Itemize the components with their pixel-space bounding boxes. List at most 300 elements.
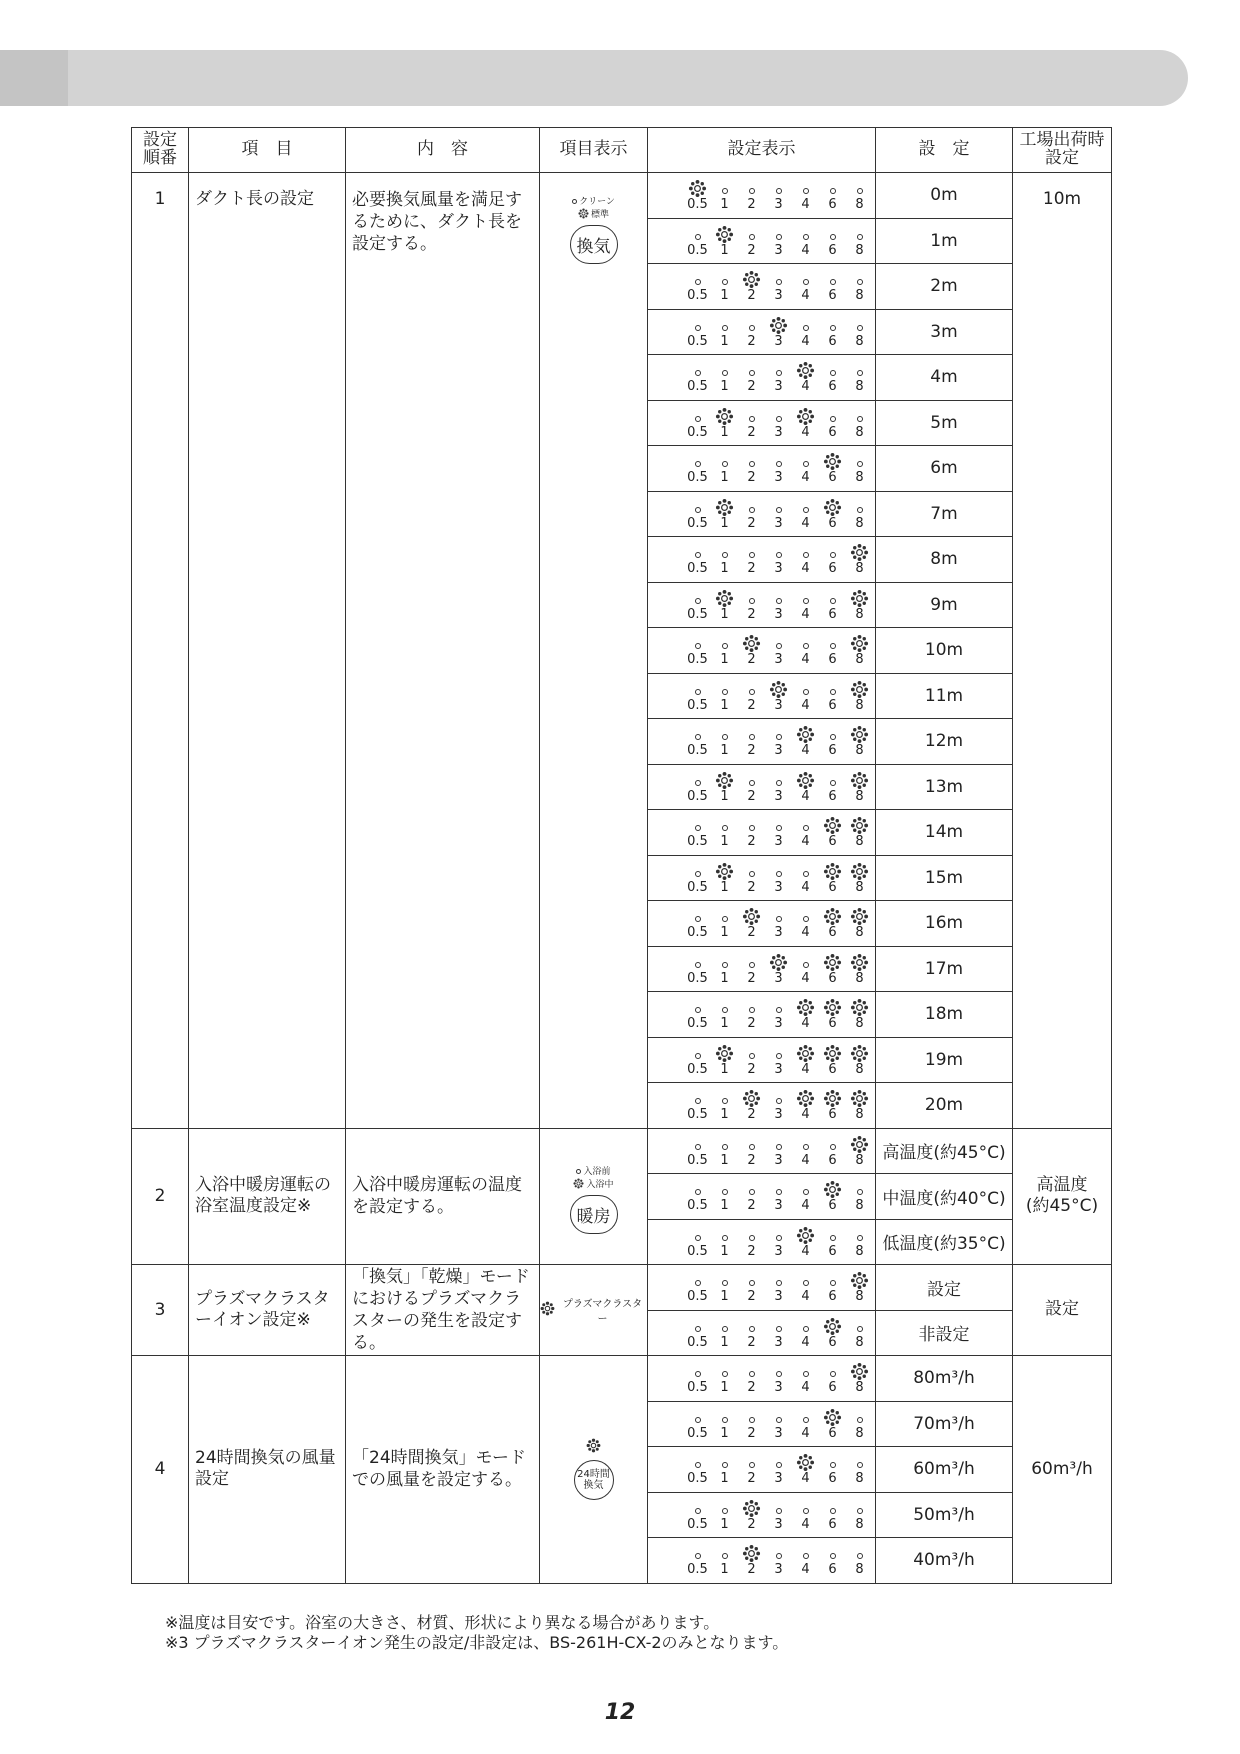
led-label: 6 xyxy=(828,652,837,668)
led-1 xyxy=(711,178,738,212)
led-label: 8 xyxy=(855,561,864,577)
led-off-icon xyxy=(684,1043,711,1063)
setting-value: 50m³/h xyxy=(876,1492,1013,1538)
led-off-icon xyxy=(765,770,792,790)
led-label: 1 xyxy=(720,879,729,895)
setting-display xyxy=(648,537,876,583)
led-label: 2 xyxy=(747,515,756,531)
led-5 xyxy=(819,906,846,940)
led-3 xyxy=(765,315,792,349)
led-label: 2 xyxy=(747,1516,756,1532)
led-off-icon xyxy=(711,815,738,835)
led-off-icon xyxy=(684,1316,711,1336)
led-0 xyxy=(684,1225,711,1259)
led-lit-icon xyxy=(765,315,792,335)
led-label: 6 xyxy=(828,697,837,713)
led-lit-icon xyxy=(846,906,873,926)
led-label: 3 xyxy=(774,1107,783,1123)
led-6 xyxy=(846,1043,873,1077)
led-2 xyxy=(738,1407,765,1441)
led-label: 2 xyxy=(747,970,756,986)
item-display-icon xyxy=(540,1265,648,1356)
led-label: 8 xyxy=(855,879,864,895)
setting-value: 9m xyxy=(876,582,1013,628)
led-lit-icon xyxy=(846,542,873,562)
led-6 xyxy=(846,588,873,622)
led-off-icon xyxy=(819,1543,846,1563)
indicator-lit-icon xyxy=(578,208,589,223)
led-0 xyxy=(684,1361,711,1395)
led-lit-icon xyxy=(792,1225,819,1245)
led-label: 0.5 xyxy=(687,1562,708,1578)
led-off-icon xyxy=(738,1043,765,1063)
led-label: 4 xyxy=(801,879,810,895)
led-off-icon xyxy=(684,588,711,608)
led-label: 6 xyxy=(828,925,837,941)
led-3 xyxy=(765,542,792,576)
setting-value: 19m xyxy=(876,1037,1013,1083)
led-label: 4 xyxy=(801,1016,810,1032)
led-0 xyxy=(684,679,711,713)
factory-setting: 設定 xyxy=(1013,1265,1112,1356)
led-2 xyxy=(738,542,765,576)
led-label: 4 xyxy=(801,288,810,304)
led-off-icon xyxy=(792,906,819,926)
led-lit-icon xyxy=(711,224,738,244)
led-label: 6 xyxy=(828,743,837,759)
led-label: 2 xyxy=(747,424,756,440)
led-label: 0.5 xyxy=(687,1471,708,1487)
led-lit-icon xyxy=(846,815,873,835)
led-lit-icon xyxy=(738,1543,765,1563)
table-body xyxy=(132,173,1112,1584)
led-off-icon xyxy=(684,1407,711,1427)
led-label: 2 xyxy=(747,379,756,395)
led-label: 8 xyxy=(855,606,864,622)
setting-display xyxy=(648,1401,876,1447)
led-lit-icon xyxy=(819,1088,846,1108)
led-1 xyxy=(711,815,738,849)
led-label: 6 xyxy=(828,606,837,622)
led-label: 1 xyxy=(720,606,729,622)
led-label: 6 xyxy=(828,788,837,804)
led-off-icon xyxy=(684,1270,711,1290)
led-off-icon xyxy=(765,1043,792,1063)
led-label: 1 xyxy=(720,743,729,759)
led-6 xyxy=(846,1361,873,1395)
led-4 xyxy=(792,406,819,440)
led-6 xyxy=(846,633,873,667)
led-off-icon xyxy=(846,1225,873,1245)
led-label: 4 xyxy=(801,834,810,850)
led-label: 1 xyxy=(720,470,729,486)
led-off-icon xyxy=(738,497,765,517)
led-3 xyxy=(765,451,792,485)
led-off-icon xyxy=(684,861,711,881)
setting-value: 70m³/h xyxy=(876,1401,1013,1447)
led-label: 3 xyxy=(774,1425,783,1441)
led-label: 3 xyxy=(774,652,783,668)
led-indicator-row xyxy=(648,1407,875,1441)
led-6 xyxy=(846,1407,873,1441)
led-2 xyxy=(738,679,765,713)
factory-setting: 10m xyxy=(1013,173,1112,1129)
led-3 xyxy=(765,724,792,758)
led-2 xyxy=(738,1498,765,1532)
led-3 xyxy=(765,1361,792,1395)
table-row xyxy=(132,173,1112,219)
led-label: 3 xyxy=(774,743,783,759)
led-off-icon xyxy=(846,178,873,198)
led-0 xyxy=(684,1498,711,1532)
led-label: 1 xyxy=(720,288,729,304)
led-2 xyxy=(738,906,765,940)
led-0 xyxy=(684,997,711,1031)
setting-value: 4m xyxy=(876,355,1013,401)
led-off-icon xyxy=(738,952,765,972)
led-6 xyxy=(846,315,873,349)
led-6 xyxy=(846,542,873,576)
table-row xyxy=(132,1128,1112,1174)
led-indicator-row xyxy=(648,360,875,394)
led-0 xyxy=(684,224,711,258)
led-label: 6 xyxy=(828,561,837,577)
setting-display xyxy=(648,901,876,947)
led-6 xyxy=(846,497,873,531)
led-4 xyxy=(792,588,819,622)
setting-value: 17m xyxy=(876,946,1013,992)
led-off-icon xyxy=(711,1316,738,1336)
led-1 xyxy=(711,724,738,758)
led-off-icon xyxy=(765,724,792,744)
led-6 xyxy=(846,1452,873,1486)
led-2 xyxy=(738,1361,765,1395)
led-label: 6 xyxy=(828,1425,837,1441)
led-1 xyxy=(711,1498,738,1532)
led-lit-icon xyxy=(846,1361,873,1381)
led-2 xyxy=(738,451,765,485)
led-label: 4 xyxy=(801,515,810,531)
led-indicator-row xyxy=(648,588,875,622)
led-4 xyxy=(792,1134,819,1168)
led-label: 4 xyxy=(801,1107,810,1123)
led-off-icon xyxy=(684,497,711,517)
led-label: 4 xyxy=(801,1243,810,1259)
header-icon: 項目表示 xyxy=(540,128,648,173)
setting-display xyxy=(648,309,876,355)
led-2 xyxy=(738,1452,765,1486)
led-2 xyxy=(738,770,765,804)
led-3 xyxy=(765,679,792,713)
setting-value: 7m xyxy=(876,491,1013,537)
led-3 xyxy=(765,997,792,1031)
led-0 xyxy=(684,1088,711,1122)
led-off-icon xyxy=(684,451,711,471)
led-off-icon xyxy=(765,997,792,1017)
led-label: 4 xyxy=(801,743,810,759)
led-5 xyxy=(819,1543,846,1577)
setting-display xyxy=(648,1174,876,1220)
led-label: 4 xyxy=(801,379,810,395)
led-4 xyxy=(792,1452,819,1486)
page-number: 12 xyxy=(604,1700,636,1725)
led-label: 1 xyxy=(720,1061,729,1077)
led-off-icon xyxy=(846,269,873,289)
led-off-icon xyxy=(846,315,873,335)
led-label: 2 xyxy=(747,697,756,713)
led-3 xyxy=(765,1498,792,1532)
indicator-lit-icon xyxy=(586,1438,601,1458)
led-lit-icon xyxy=(711,770,738,790)
led-label: 0.5 xyxy=(687,379,708,395)
led-lit-icon xyxy=(711,588,738,608)
led-label: 8 xyxy=(855,515,864,531)
led-label: 6 xyxy=(828,1243,837,1259)
led-label: 2 xyxy=(747,1334,756,1350)
led-off-icon xyxy=(711,1088,738,1108)
led-off-icon xyxy=(819,178,846,198)
plasmacluster-icon xyxy=(540,1301,555,1319)
footnote-plasmacluster: ※3 プラズマクラスターイオン発生の設定/非設定は、BS-261H-CX-2のみとなります。 xyxy=(165,1633,789,1652)
led-label: 1 xyxy=(720,1289,729,1305)
led-label: 4 xyxy=(801,197,810,213)
led-label: 1 xyxy=(720,834,729,850)
led-1 xyxy=(711,269,738,303)
led-lit-icon xyxy=(792,1043,819,1063)
led-label: 6 xyxy=(828,515,837,531)
led-5 xyxy=(819,1270,846,1304)
led-label: 6 xyxy=(828,288,837,304)
led-off-icon xyxy=(738,406,765,426)
led-label: 0.5 xyxy=(687,333,708,349)
setting-order: 3 xyxy=(132,1265,189,1356)
led-2 xyxy=(738,724,765,758)
led-1 xyxy=(711,633,738,667)
led-off-icon xyxy=(765,406,792,426)
setting-value: 20m xyxy=(876,1083,1013,1129)
led-label: 1 xyxy=(720,970,729,986)
led-5 xyxy=(819,178,846,212)
led-off-icon xyxy=(819,360,846,380)
led-3 xyxy=(765,1543,792,1577)
setting-item: ダクト長の設定 xyxy=(189,173,346,1129)
led-2 xyxy=(738,497,765,531)
led-label: 4 xyxy=(801,652,810,668)
led-3 xyxy=(765,178,792,212)
led-6 xyxy=(846,952,873,986)
header-order: 設定 順番 xyxy=(132,128,189,173)
led-off-icon xyxy=(765,178,792,198)
led-2 xyxy=(738,1543,765,1577)
led-label: 0.5 xyxy=(687,1289,708,1305)
led-off-icon xyxy=(765,542,792,562)
led-0 xyxy=(684,1543,711,1577)
led-5 xyxy=(819,997,846,1031)
led-lit-icon xyxy=(846,861,873,881)
led-label: 8 xyxy=(855,1380,864,1396)
led-label: 8 xyxy=(855,743,864,759)
led-6 xyxy=(846,1270,873,1304)
led-1 xyxy=(711,770,738,804)
led-label: 2 xyxy=(747,333,756,349)
led-label: 8 xyxy=(855,1243,864,1259)
led-indicator-row xyxy=(648,633,875,667)
led-5 xyxy=(819,633,846,667)
led-5 xyxy=(819,360,846,394)
led-off-icon xyxy=(846,406,873,426)
setting-value: 設定 xyxy=(876,1265,1013,1311)
led-label: 6 xyxy=(828,1152,837,1168)
led-off-icon xyxy=(684,815,711,835)
led-label: 8 xyxy=(855,1289,864,1305)
led-label: 3 xyxy=(774,1289,783,1305)
led-off-icon xyxy=(765,1407,792,1427)
led-1 xyxy=(711,861,738,895)
led-2 xyxy=(738,952,765,986)
setting-display xyxy=(648,1265,876,1311)
led-0 xyxy=(684,497,711,531)
led-off-icon xyxy=(792,178,819,198)
led-indicator-row xyxy=(648,952,875,986)
led-4 xyxy=(792,315,819,349)
led-off-icon xyxy=(819,1270,846,1290)
led-4 xyxy=(792,451,819,485)
led-lit-icon xyxy=(846,1134,873,1154)
led-label: 8 xyxy=(855,1198,864,1214)
table-row xyxy=(132,1265,1112,1311)
setting-display xyxy=(648,1128,876,1174)
led-4 xyxy=(792,1043,819,1077)
led-label: 4 xyxy=(801,697,810,713)
led-off-icon xyxy=(846,224,873,244)
led-off-icon xyxy=(819,633,846,653)
led-off-icon xyxy=(846,1543,873,1563)
led-0 xyxy=(684,1043,711,1077)
led-1 xyxy=(711,997,738,1031)
led-lit-icon xyxy=(819,952,846,972)
led-0 xyxy=(684,451,711,485)
led-label: 3 xyxy=(774,606,783,622)
led-indicator-row xyxy=(648,1543,875,1577)
led-label: 0.5 xyxy=(687,1516,708,1532)
setting-value: 40m³/h xyxy=(876,1538,1013,1584)
icon-circle-line2: 換気 xyxy=(583,1480,604,1492)
led-4 xyxy=(792,861,819,895)
led-label: 4 xyxy=(801,1425,810,1441)
led-indicator-row xyxy=(648,1498,875,1532)
led-lit-icon xyxy=(765,952,792,972)
led-2 xyxy=(738,269,765,303)
mode-button-icon: 暖房 xyxy=(570,1195,618,1234)
setting-display xyxy=(648,355,876,401)
led-1 xyxy=(711,1361,738,1395)
icon-circle-line1: 24時間 xyxy=(577,1469,610,1481)
led-off-icon xyxy=(765,1270,792,1290)
led-lit-icon xyxy=(846,952,873,972)
led-label: 2 xyxy=(747,1289,756,1305)
led-off-icon xyxy=(792,269,819,289)
led-label: 8 xyxy=(855,834,864,850)
setting-item: プラズマクラスターイオン設定※ xyxy=(189,1265,346,1356)
setting-value: 11m xyxy=(876,673,1013,719)
led-indicator-row xyxy=(648,406,875,440)
led-4 xyxy=(792,542,819,576)
table-row xyxy=(132,1356,1112,1402)
led-label: 2 xyxy=(747,242,756,258)
led-off-icon xyxy=(792,1498,819,1518)
led-label: 3 xyxy=(774,1061,783,1077)
setting-value: 10m xyxy=(876,628,1013,674)
led-2 xyxy=(738,1316,765,1350)
led-2 xyxy=(738,633,765,667)
led-4 xyxy=(792,1498,819,1532)
led-off-icon xyxy=(792,1270,819,1290)
led-label: 0.5 xyxy=(687,1016,708,1032)
led-label: 1 xyxy=(720,333,729,349)
led-off-icon xyxy=(738,588,765,608)
led-off-icon xyxy=(738,542,765,562)
led-label: 3 xyxy=(774,1562,783,1578)
led-label: 8 xyxy=(855,379,864,395)
indicator-lit-icon xyxy=(573,1178,584,1193)
led-off-icon xyxy=(738,770,765,790)
led-label: 4 xyxy=(801,333,810,349)
led-6 xyxy=(846,451,873,485)
led-label: 6 xyxy=(828,1198,837,1214)
led-off-icon xyxy=(738,815,765,835)
led-lit-icon xyxy=(792,360,819,380)
led-off-icon xyxy=(738,724,765,744)
led-label: 8 xyxy=(855,697,864,713)
led-off-icon xyxy=(711,679,738,699)
led-off-icon xyxy=(819,724,846,744)
led-5 xyxy=(819,1316,846,1350)
led-3 xyxy=(765,1452,792,1486)
led-off-icon xyxy=(792,1361,819,1381)
led-2 xyxy=(738,1134,765,1168)
led-6 xyxy=(846,178,873,212)
led-lit-icon xyxy=(792,770,819,790)
setting-display xyxy=(648,491,876,537)
led-off-icon xyxy=(738,861,765,881)
led-off-icon xyxy=(765,451,792,471)
led-label: 8 xyxy=(855,925,864,941)
led-off-icon xyxy=(711,269,738,289)
led-lit-icon xyxy=(792,997,819,1017)
led-5 xyxy=(819,679,846,713)
led-1 xyxy=(711,315,738,349)
led-3 xyxy=(765,770,792,804)
footnote-temperature: ※温度は目安です。浴室の大きさ、材質、形状により異なる場合があります。 xyxy=(165,1613,720,1632)
led-5 xyxy=(819,1407,846,1441)
led-off-icon xyxy=(711,542,738,562)
led-label: 6 xyxy=(828,1016,837,1032)
led-label: 3 xyxy=(774,1152,783,1168)
led-1 xyxy=(711,1179,738,1213)
led-0 xyxy=(684,360,711,394)
led-off-icon xyxy=(711,952,738,972)
led-1 xyxy=(711,906,738,940)
led-label: 4 xyxy=(801,1061,810,1077)
led-5 xyxy=(819,497,846,531)
led-lit-icon xyxy=(846,633,873,653)
led-off-icon xyxy=(684,1225,711,1245)
led-0 xyxy=(684,406,711,440)
led-label: 1 xyxy=(720,697,729,713)
led-label: 2 xyxy=(747,470,756,486)
led-off-icon xyxy=(792,861,819,881)
led-off-icon xyxy=(711,360,738,380)
